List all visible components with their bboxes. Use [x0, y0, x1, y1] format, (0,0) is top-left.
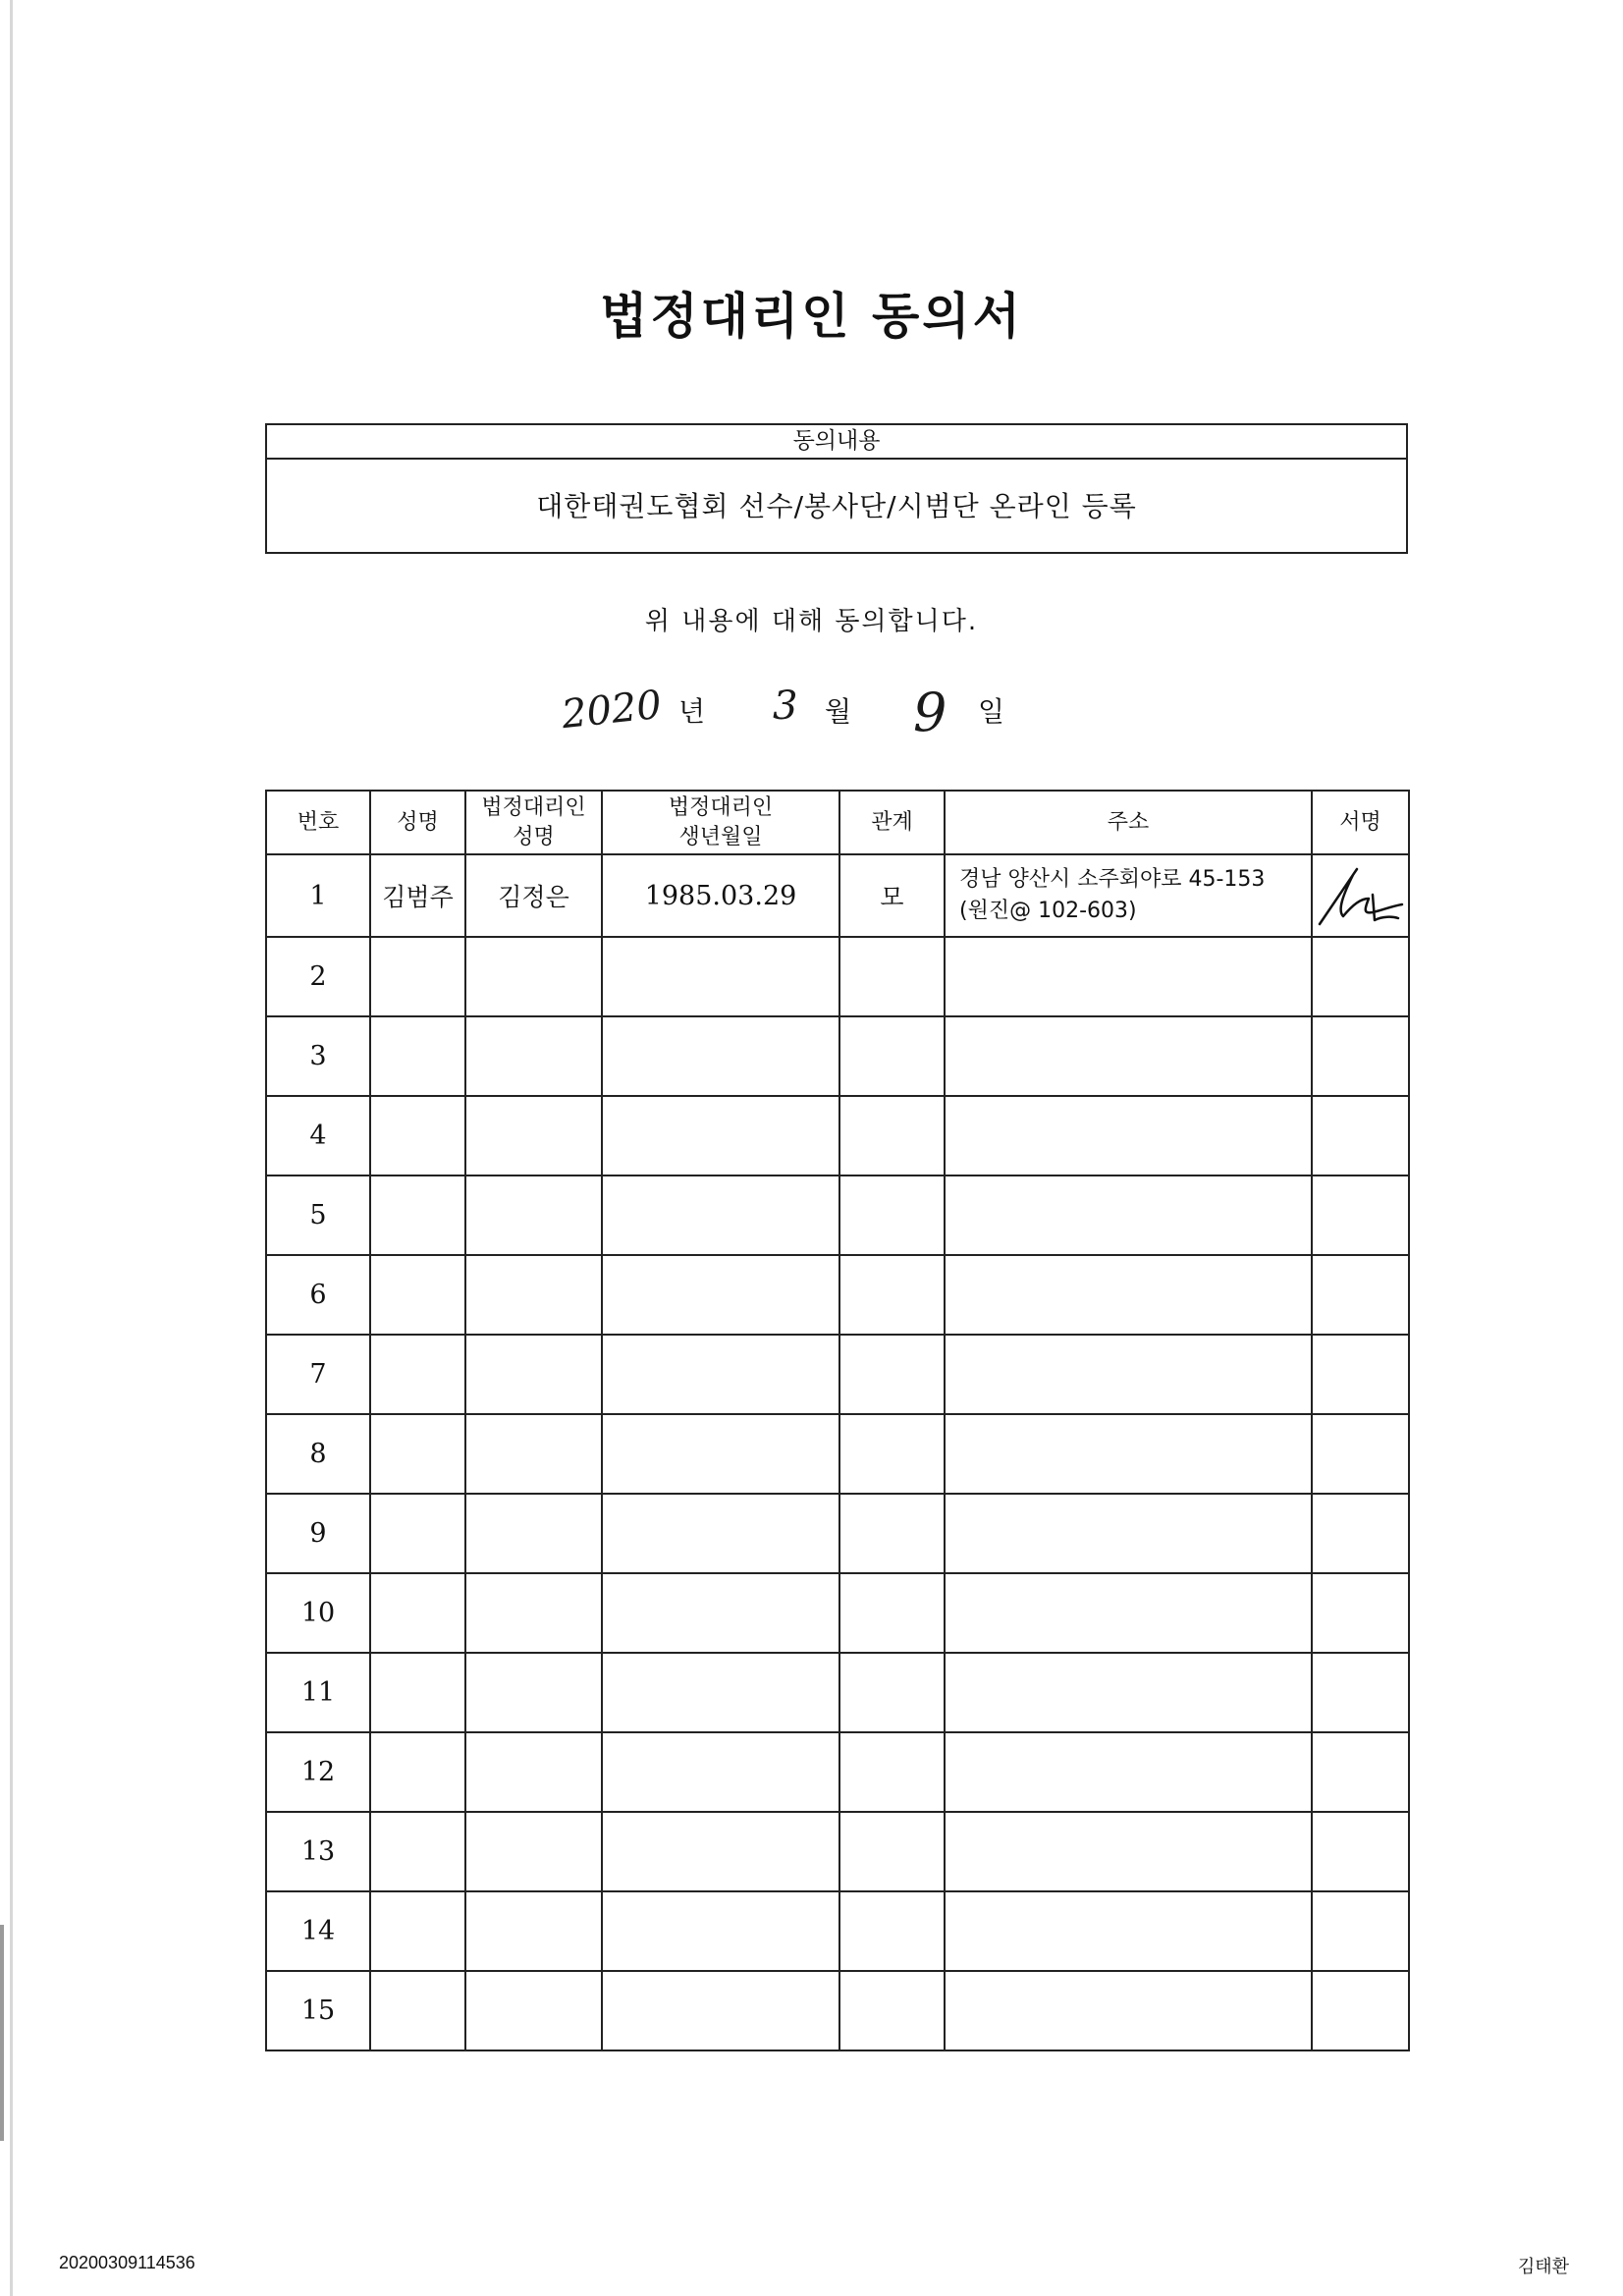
- table-row: [266, 1175, 1409, 1255]
- header-relation: 관계: [839, 791, 945, 854]
- table-row: [266, 1335, 1409, 1414]
- footer-document-id: 20200309114536: [59, 2253, 195, 2272]
- row-address: [945, 1573, 1312, 1653]
- consent-content: 대한태권도협회 선수/봉사단/시범단 온라인 등록: [536, 490, 1137, 522]
- row-name: [370, 1971, 465, 2050]
- header-guardian-name: [465, 791, 602, 854]
- row-relation: [839, 1573, 945, 1653]
- row-signature: [1312, 1812, 1409, 1891]
- row-address: [945, 1016, 1312, 1096]
- row-name: [370, 1175, 465, 1255]
- row-no: 9: [266, 1494, 370, 1573]
- row-relation: [839, 1255, 945, 1335]
- row-guardian-name: [465, 1096, 602, 1175]
- table-header-row: [266, 791, 1409, 854]
- row-guardian-birth: [602, 1971, 839, 2050]
- row-relation: [839, 1891, 945, 1971]
- row-address: [945, 1812, 1312, 1891]
- row-address: [945, 1255, 1312, 1335]
- row-signature: [1312, 1573, 1409, 1653]
- row-name: [370, 1414, 465, 1494]
- row-no: 15: [266, 1971, 370, 2050]
- row-guardian-name: [465, 1812, 602, 1891]
- row-address: [945, 1891, 1312, 1971]
- header-guardian-birth: [602, 791, 839, 854]
- header-guardian-birth-line2: 생년월일: [678, 824, 763, 849]
- row-signature: [1312, 1335, 1409, 1414]
- table-row: [266, 1653, 1409, 1732]
- row-signature: [1312, 1255, 1409, 1335]
- row-no: 13: [266, 1812, 370, 1891]
- row-address: [945, 1175, 1312, 1255]
- row-relation: [839, 1335, 945, 1414]
- row-no: 4: [266, 1096, 370, 1175]
- row-name: [370, 1016, 465, 1096]
- row-name: [370, 1812, 465, 1891]
- row-relation: [839, 937, 945, 1016]
- row-guardian-name: [465, 1971, 602, 2050]
- table-row: [266, 937, 1409, 1016]
- date-year-unit: 년: [678, 695, 706, 728]
- row-signature: [1312, 1096, 1409, 1175]
- row-address: [945, 1494, 1312, 1573]
- header-guardian-name-line2: 성명: [513, 824, 555, 849]
- row-name: [370, 1255, 465, 1335]
- row-guardian-name: [465, 1255, 602, 1335]
- row-guardian-name: [465, 1494, 602, 1573]
- table-row: [266, 1414, 1409, 1494]
- row-no: 12: [266, 1732, 370, 1812]
- row-signature: [1312, 1414, 1409, 1494]
- row-no: 11: [266, 1653, 370, 1732]
- row-no: 1: [266, 854, 370, 937]
- row-guardian-birth: [602, 1016, 839, 1096]
- row-guardian-birth: [602, 1732, 839, 1812]
- row-address: [945, 1653, 1312, 1732]
- row-signature: [1312, 854, 1409, 937]
- table-row: [266, 1971, 1409, 2050]
- row-name: 김범주: [370, 854, 465, 937]
- row-name: [370, 1494, 465, 1573]
- header-name: 성명: [370, 791, 465, 854]
- row-signature: [1312, 937, 1409, 1016]
- table-row: [266, 1096, 1409, 1175]
- row-address: [945, 1335, 1312, 1414]
- table-row: [266, 1255, 1409, 1335]
- row-address-line2: (원진@ 102-603): [959, 899, 1137, 923]
- row-name: [370, 1573, 465, 1653]
- row-signature: [1312, 1175, 1409, 1255]
- row-address: [945, 1971, 1312, 2050]
- table-row: [266, 1016, 1409, 1096]
- row-name: [370, 1653, 465, 1732]
- row-no: 8: [266, 1414, 370, 1494]
- header-address: 주소: [945, 791, 1312, 854]
- row-guardian-name: [465, 1732, 602, 1812]
- row-no: 10: [266, 1573, 370, 1653]
- scan-edge-mark: [0, 1925, 4, 2141]
- row-signature: [1312, 1971, 1409, 2050]
- table-row: [266, 1891, 1409, 1971]
- date-month-handwritten: 3: [773, 683, 798, 729]
- row-guardian-name: [465, 1573, 602, 1653]
- handwritten-signature: [1314, 855, 1408, 930]
- row-guardian-birth: [602, 1414, 839, 1494]
- date-day-handwritten: 9: [913, 682, 947, 743]
- document-title: 법정대리인 동의서: [600, 288, 1023, 345]
- row-relation: [839, 1414, 945, 1494]
- row-guardian-name: [465, 1414, 602, 1494]
- row-guardian-birth: [602, 1573, 839, 1653]
- row-address: [945, 1096, 1312, 1175]
- header-no: 번호: [266, 791, 370, 854]
- row-guardian-birth: [602, 1096, 839, 1175]
- row-guardian-name: 김정은: [465, 854, 602, 937]
- row-guardian-birth: [602, 1891, 839, 1971]
- table-row: [266, 1494, 1409, 1573]
- table-row: [266, 1812, 1409, 1891]
- row-address-line1: 경남 양산시 소주회야로 45-153: [959, 867, 1266, 892]
- row-relation: [839, 1812, 945, 1891]
- row-address: [945, 937, 1312, 1016]
- table-row: [266, 854, 1409, 937]
- date-year-handwritten: 2020: [559, 682, 664, 738]
- row-no: 3: [266, 1016, 370, 1096]
- consent-box: [265, 423, 1408, 554]
- row-no: 2: [266, 937, 370, 1016]
- row-no: 5: [266, 1175, 370, 1255]
- row-address: [945, 1732, 1312, 1812]
- row-guardian-name: [465, 1653, 602, 1732]
- registration-table: [265, 790, 1410, 2051]
- row-relation: [839, 1732, 945, 1812]
- row-guardian-birth: [602, 1494, 839, 1573]
- agreement-statement: 위 내용에 대해 동의합니다.: [644, 607, 979, 636]
- row-name: [370, 937, 465, 1016]
- header-guardian-name-line1: 법정대리인: [481, 794, 586, 820]
- header-guardian-birth-line1: 법정대리인: [668, 794, 774, 820]
- row-guardian-name: [465, 937, 602, 1016]
- header-signature: 서명: [1312, 791, 1409, 854]
- row-guardian-birth: [602, 1653, 839, 1732]
- row-name: [370, 1096, 465, 1175]
- row-relation: [839, 1494, 945, 1573]
- footer-name: 김태환: [1517, 2257, 1569, 2277]
- row-guardian-birth: 1985.03.29: [602, 854, 839, 937]
- row-name: [370, 1891, 465, 1971]
- row-signature: [1312, 1494, 1409, 1573]
- row-guardian-birth: [602, 1335, 839, 1414]
- row-signature: [1312, 1891, 1409, 1971]
- row-guardian-birth: [602, 1175, 839, 1255]
- row-relation: 모: [839, 854, 945, 937]
- date-month-unit: 월: [825, 695, 852, 728]
- row-address: [945, 854, 1312, 937]
- row-signature: [1312, 1016, 1409, 1096]
- row-guardian-birth: [602, 1255, 839, 1335]
- row-address: [945, 1414, 1312, 1494]
- row-relation: [839, 1175, 945, 1255]
- row-relation: [839, 1653, 945, 1732]
- row-guardian-name: [465, 1016, 602, 1096]
- table-body: [266, 854, 1409, 2050]
- row-guardian-name: [465, 1891, 602, 1971]
- row-no: 6: [266, 1255, 370, 1335]
- row-guardian-name: [465, 1335, 602, 1414]
- row-name: [370, 1732, 465, 1812]
- row-relation: [839, 1016, 945, 1096]
- row-guardian-birth: [602, 937, 839, 1016]
- table-row: [266, 1732, 1409, 1812]
- row-guardian-birth: [602, 1812, 839, 1891]
- row-relation: [839, 1096, 945, 1175]
- row-signature: [1312, 1732, 1409, 1812]
- row-relation: [839, 1971, 945, 2050]
- row-name: [370, 1335, 465, 1414]
- date-day-unit: 일: [978, 695, 1005, 728]
- row-guardian-name: [465, 1175, 602, 1255]
- row-no: 14: [266, 1891, 370, 1971]
- consent-header: 동의내용: [267, 425, 1406, 460]
- row-signature: [1312, 1653, 1409, 1732]
- table-row: [266, 1573, 1409, 1653]
- row-no: 7: [266, 1335, 370, 1414]
